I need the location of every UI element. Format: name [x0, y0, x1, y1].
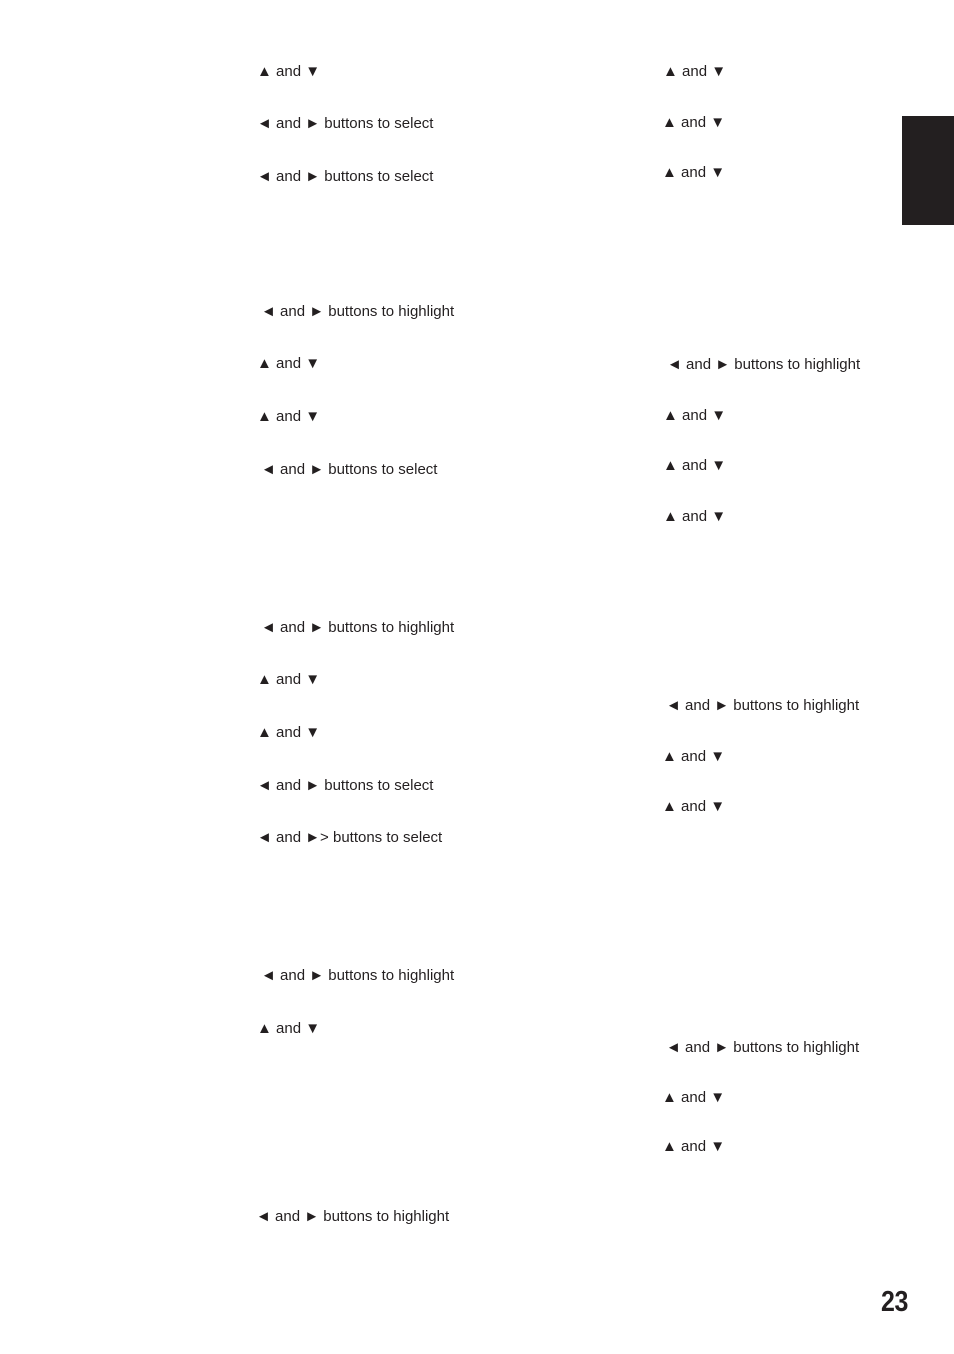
- left-instruction-1: ▲ and ▼: [257, 63, 321, 80]
- right-instruction-10: ▲ and ▼: [662, 798, 726, 815]
- right-instruction-4: ◄ and ► buttons to highlight: [667, 356, 861, 373]
- chapter-tab-marker: [902, 116, 954, 225]
- right-instruction-11: ◄ and ► buttons to highlight: [666, 1039, 860, 1056]
- left-instruction-12: ◄ and ►> buttons to select: [257, 829, 443, 846]
- left-instruction-15: ◄ and ► buttons to highlight: [256, 1208, 450, 1225]
- right-instruction-1: ▲ and ▼: [663, 63, 727, 80]
- right-instruction-3: ▲ and ▼: [662, 164, 726, 181]
- left-instruction-9: ▲ and ▼: [257, 671, 321, 688]
- right-instruction-9: ▲ and ▼: [662, 748, 726, 765]
- right-instruction-13: ▲ and ▼: [662, 1138, 726, 1155]
- right-instruction-12: ▲ and ▼: [662, 1089, 726, 1106]
- right-instruction-2: ▲ and ▼: [662, 114, 726, 131]
- right-instruction-8: ◄ and ► buttons to highlight: [666, 697, 860, 714]
- left-instruction-14: ▲ and ▼: [257, 1020, 321, 1037]
- right-instruction-7: ▲ and ▼: [663, 508, 727, 525]
- left-instruction-8: ◄ and ► buttons to highlight: [261, 619, 455, 636]
- left-instruction-2: ◄ and ► buttons to select: [257, 115, 434, 132]
- left-instruction-10: ▲ and ▼: [257, 724, 321, 741]
- left-instruction-5: ▲ and ▼: [257, 355, 321, 372]
- right-instruction-5: ▲ and ▼: [663, 407, 727, 424]
- right-instruction-6: ▲ and ▼: [663, 457, 727, 474]
- page-number: 23: [881, 1286, 908, 1318]
- left-instruction-13: ◄ and ► buttons to highlight: [261, 967, 455, 984]
- left-instruction-4: ◄ and ► buttons to highlight: [261, 303, 455, 320]
- left-instruction-6: ▲ and ▼: [257, 408, 321, 425]
- left-instruction-3: ◄ and ► buttons to select: [257, 168, 434, 185]
- left-instruction-11: ◄ and ► buttons to select: [257, 777, 434, 794]
- left-instruction-7: ◄ and ► buttons to select: [261, 461, 438, 478]
